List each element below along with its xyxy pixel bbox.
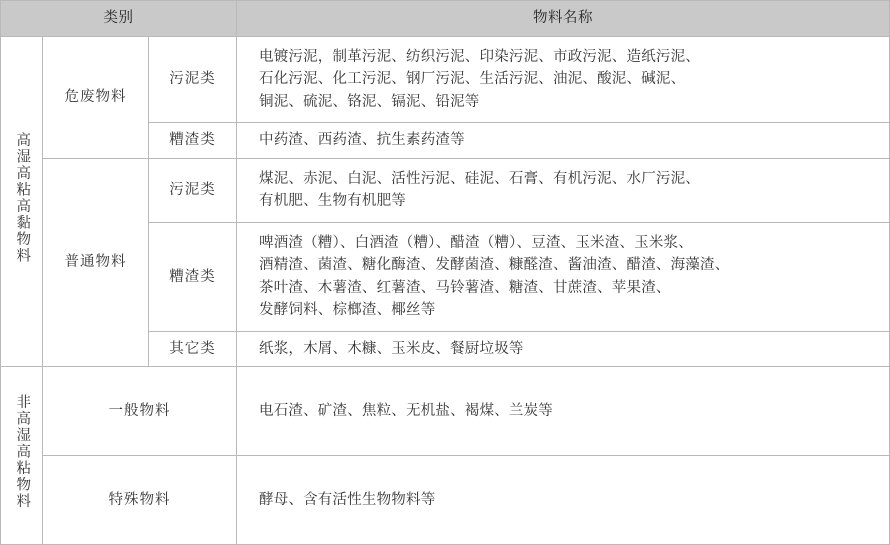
material-line: 有机肥、生物有机肥等 — [259, 193, 406, 210]
material-line: 铜泥、硫泥、铬泥、镉泥、铅泥等 — [259, 93, 480, 110]
material-line: 煤泥、赤泥、白泥、活性污泥、硅泥、石膏、有机污泥、水厂污泥、 — [259, 170, 700, 187]
material-line: 中药渣、西药渣、抗生素药渣等 — [259, 132, 465, 149]
material-line: 电石渣、矿渣、焦粒、无机盐、褐煤、兰炭等 — [259, 402, 553, 419]
material-list-hazardous-dregs — [237, 123, 890, 158]
header-material-name: 物料名称 — [237, 1, 890, 37]
table-row — [1, 456, 890, 545]
sub-category-sludge-ordinary: 污泥类 — [149, 158, 237, 222]
material-list-special — [237, 456, 890, 545]
material-line: 石化污泥、化工污泥、钢厂污泥、生活污泥、油泥、酸泥、碱泥、 — [259, 71, 686, 88]
vertical-category-label: 高湿高粘高黏物料 — [14, 131, 31, 264]
material-list-hazardous-sludge — [237, 37, 890, 123]
material-line: 发酵饲料、棕榔渣、椰丝等 — [259, 302, 436, 319]
material-list-ordinary-dregs — [237, 222, 890, 331]
table-header — [1, 1, 890, 37]
table-row — [1, 367, 890, 456]
mid-category-general: 一般物料 — [43, 367, 237, 456]
sub-category-dregs: 糟渣类 — [149, 123, 237, 158]
material-list-ordinary-sludge — [237, 158, 890, 222]
material-line: 酵母、含有活性生物物料等 — [259, 491, 436, 508]
table-body — [1, 37, 890, 545]
material-list-general — [237, 367, 890, 456]
material-line: 茶叶渣、木薯渣、红薯渣、马铃薯渣、糖渣、甘蔗渣、苹果渣、 — [259, 279, 671, 296]
sub-category-dregs-ordinary: 糟渣类 — [149, 222, 237, 331]
vertical-category-non-wet-sticky — [1, 367, 43, 545]
sub-category-others: 其它类 — [149, 331, 237, 366]
material-line: 电镀污泥，制革污泥、纺织污泥、印染污泥、市政污泥、造纸污泥、 — [259, 49, 700, 65]
material-line: 纸浆，木屑、木糠、玉米皮、餐厨垃圾等 — [259, 340, 524, 357]
vertical-category-wet-sticky — [1, 37, 43, 367]
mid-category-hazardous: 危废物料 — [43, 37, 149, 159]
material-line: 啤酒渣（糟）、白酒渣（糟）、醋渣（糟）、豆渣、玉米渣、玉米浆、 — [259, 234, 693, 251]
material-line: 酒精渣、菌渣、糖化酶渣、发酵菌渣、糠醛渣、酱油渣、醋渣、海藻渣、 — [259, 257, 730, 274]
mid-category-special: 特殊物料 — [43, 456, 237, 545]
material-list-ordinary-others — [237, 331, 890, 366]
table-row — [1, 158, 890, 222]
header-category: 类别 — [1, 1, 237, 37]
sub-category-sludge: 污泥类 — [149, 37, 237, 123]
table-header-row — [1, 1, 890, 37]
mid-category-ordinary: 普通物料 — [43, 158, 149, 366]
table-row — [1, 37, 890, 123]
vertical-category-label: 非高湿高粘物料 — [14, 394, 31, 510]
